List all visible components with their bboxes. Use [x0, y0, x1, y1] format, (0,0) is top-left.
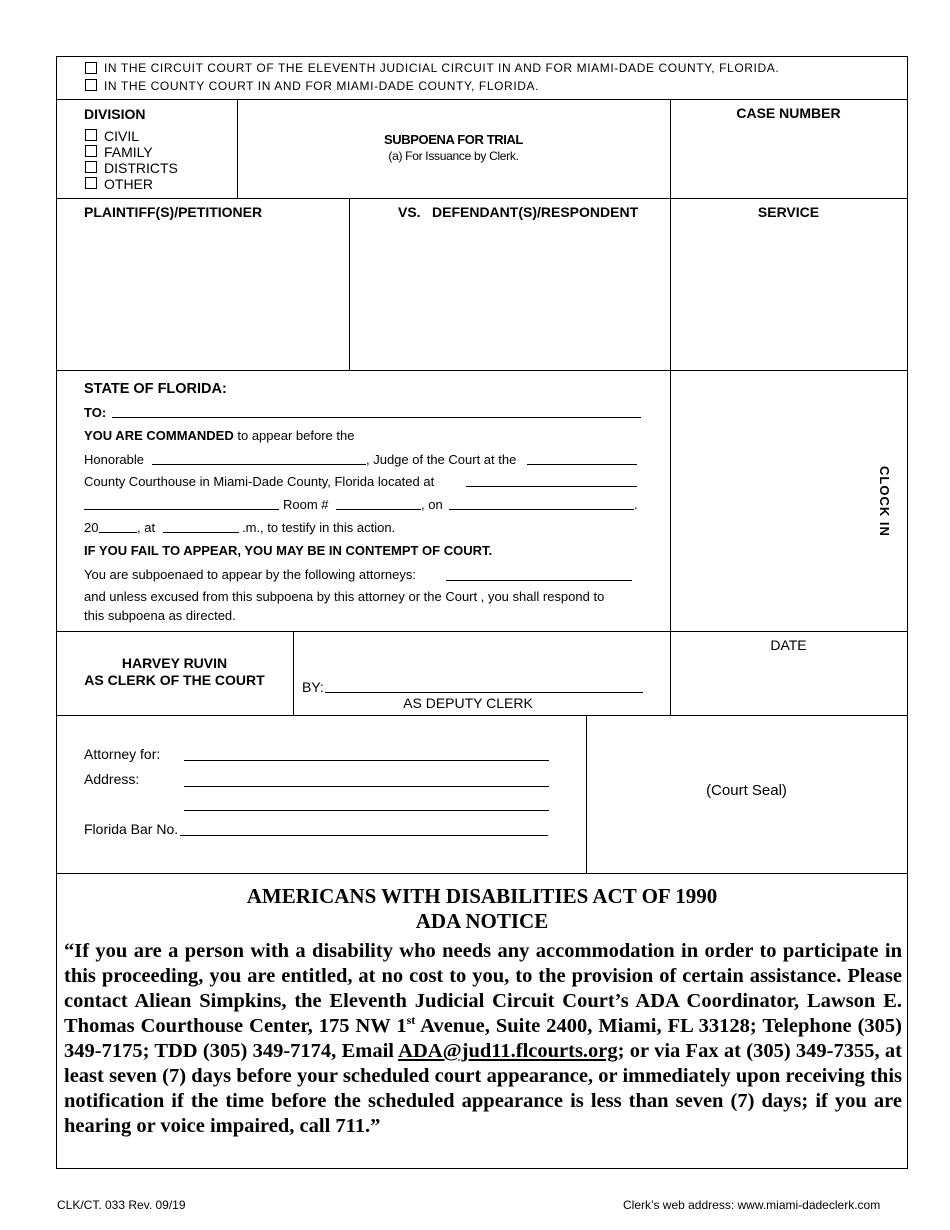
florida-bar-label: Florida Bar No. — [84, 821, 179, 837]
unless-excused-text: and unless excused from this subpoena by this attorney or the Court , you shall respond to — [84, 589, 605, 604]
courthouse-location-line[interactable] — [466, 486, 637, 487]
vs-label: VS. — [398, 204, 421, 220]
state-of-florida: STATE OF FLORIDA: — [84, 381, 227, 397]
ada-notice-text — [64, 939, 902, 1139]
division-heading: DIVISION — [84, 106, 146, 122]
case-number-label: CASE NUMBER — [736, 105, 841, 121]
division-civil-label: CIVIL — [104, 128, 140, 144]
commanded-text — [84, 428, 354, 444]
date-line[interactable] — [449, 509, 634, 510]
year-line[interactable] — [99, 532, 137, 533]
commanded-rest: to appear before the — [233, 428, 355, 443]
service-label: SERVICE — [757, 204, 820, 220]
defendant-label: DEFENDANT(S)/RESPONDENT — [432, 204, 639, 220]
judge-of-court-label: , Judge of the Court at the — [366, 452, 517, 467]
address-line[interactable] — [84, 509, 279, 510]
to-line[interactable] — [112, 417, 641, 418]
division-other-checkbox[interactable] — [85, 177, 97, 189]
ada-text-part2: Avenue, Suite 2400, Miami, FL 33128; Telephone (305) 349-7175; TDD (305) 349-7174, Email — [64, 1015, 902, 1062]
form-number: CLK/CT. 033 Rev. 09/19 — [57, 1198, 186, 1212]
division-districts-label: DISTRICTS — [104, 160, 178, 176]
attorney-for-label: Attorney for: — [84, 746, 161, 762]
ada-text-part3: ; or via Fax at (305) 349-7355, at least seven (7) days before your scheduled court appearance, or immediately upon receiving this notification if the time before the scheduled appearance is less than seven (7) days; if you are hearing or voice impaired, call 711.” — [64, 1040, 903, 1137]
form-subtitle: (a) For Issuance by Clerk. — [388, 149, 519, 163]
deputy-signature-line[interactable] — [325, 692, 643, 693]
plaintiff-label: PLAINTIFF(S)/PETITIONER — [84, 204, 263, 220]
courthouse-label: County Courthouse in Miami-Dade County, Florida located at — [84, 474, 435, 489]
court-seal-label: (Court Seal) — [706, 782, 787, 799]
honorable-label: Honorable — [84, 452, 144, 467]
county-court-checkbox[interactable] — [85, 79, 97, 91]
clerk-name: HARVEY RUVIN — [121, 655, 228, 671]
county-court-label: IN THE COUNTY COURT IN AND FOR MIAMI-DADE COUNTY, FLORIDA. — [104, 79, 540, 93]
testify-label: .m., to testify in this action. — [242, 520, 396, 535]
service-field[interactable] — [676, 224, 902, 364]
defendant-field[interactable] — [356, 224, 664, 364]
time-line[interactable] — [163, 532, 239, 533]
attorneys-line[interactable] — [446, 580, 632, 581]
by-label: BY: — [302, 679, 324, 695]
attorney-address-line-1[interactable] — [184, 786, 549, 787]
clock-in-label: CLOCK IN — [877, 466, 892, 537]
date-period: . — [634, 497, 638, 512]
division-civil-checkbox[interactable] — [85, 129, 97, 141]
ada-title-line1: AMERICANS WITH DISABILITIES ACT OF 1990 — [246, 884, 718, 908]
ada-text-part1: “If you are a person with a disability who needs any accommodation in order to participate in this proceeding, you are entitled, at no cost to you, to the provision of certain assistance. Please contact Aliean Simpkins, the Eleventh Judicial Circuit Court’s ADA Coordinator, Lawson E. Thomas Courthouse Center, 175 NW 1 — [64, 940, 902, 1037]
plaintiff-field[interactable] — [62, 224, 344, 364]
judge-name-line[interactable] — [152, 464, 366, 465]
ada-email-link[interactable]: ADA@jud11.flcourts.org — [398, 1040, 618, 1062]
commanded-bold: YOU ARE COMMANDED — [84, 428, 234, 443]
division-districts-checkbox[interactable] — [85, 161, 97, 173]
fail-warning: IF YOU FAIL TO APPEAR, YOU MAY BE IN CONTEMPT OF COURT. — [84, 543, 493, 558]
attorneys-label: You are subpoenaed to appear by the following attorneys: — [84, 567, 416, 582]
year-prefix: 20 — [84, 520, 99, 535]
as-directed-text: this subpoena as directed. — [84, 608, 236, 623]
room-number-line[interactable] — [336, 509, 421, 510]
florida-bar-line[interactable] — [180, 835, 548, 836]
to-label: TO: — [84, 405, 107, 420]
at-label: , at — [137, 520, 156, 535]
clerk-web-address: Clerk’s web address: www.miami-dadeclerk.com — [623, 1198, 881, 1212]
date-label: DATE — [770, 637, 807, 653]
deputy-clerk-label: AS DEPUTY CLERK — [403, 695, 533, 711]
division-family-checkbox[interactable] — [85, 145, 97, 157]
court-name-line[interactable] — [527, 464, 637, 465]
division-family-label: FAMILY — [104, 144, 153, 160]
attorney-address-line-2[interactable] — [184, 810, 549, 811]
clerk-title: AS CLERK OF THE COURT — [84, 672, 265, 688]
circuit-court-checkbox[interactable] — [85, 62, 97, 74]
division-other-label: OTHER — [104, 176, 153, 192]
form-title: SUBPOENA FOR TRIAL — [384, 132, 523, 147]
case-number-field[interactable] — [680, 124, 898, 192]
room-label: Room # — [283, 497, 329, 512]
ada-title-line2: ADA NOTICE — [415, 909, 549, 933]
circuit-court-label: IN THE CIRCUIT COURT OF THE ELEVENTH JUDICIAL CIRCUIT IN AND FOR MIAMI-DADE COUNTY, FLORIDA. — [104, 61, 780, 75]
ada-text-sup: st — [406, 1013, 416, 1028]
attorney-address-label: Address: — [84, 771, 140, 787]
attorney-for-line[interactable] — [184, 760, 549, 761]
on-label: , on — [421, 497, 443, 512]
